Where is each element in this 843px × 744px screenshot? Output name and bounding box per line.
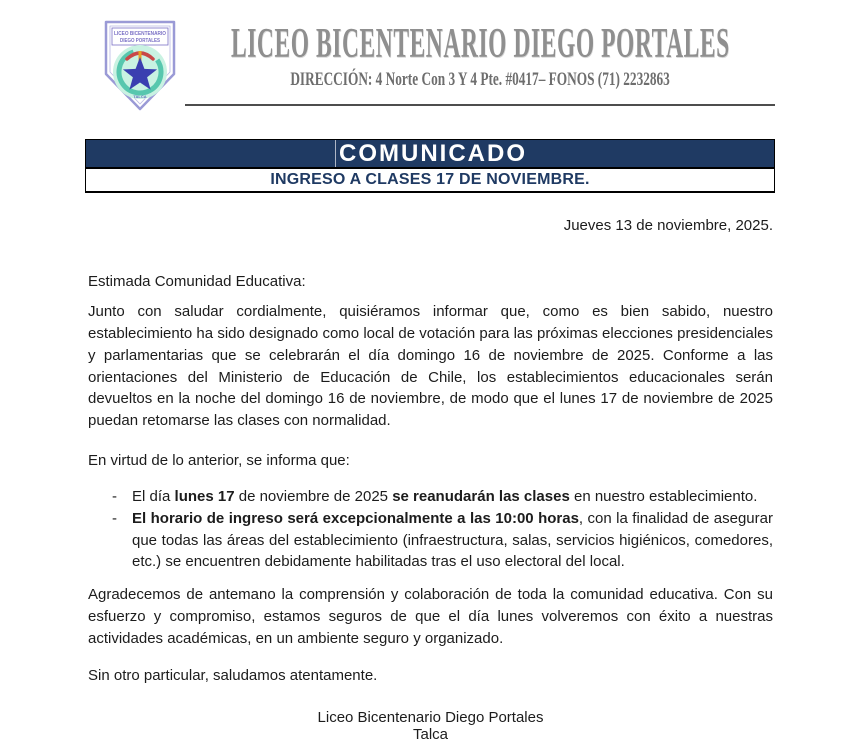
letterhead	[0, 0, 843, 113]
signature-school-name: Liceo Bicentenario Diego Portales	[317, 708, 544, 726]
crest-name-line1: LICEO BICENTENARIO	[114, 31, 167, 37]
school-crest-logo	[100, 18, 180, 113]
school-crest-icon	[100, 18, 180, 113]
letterhead-text-block	[185, 18, 775, 106]
comunicado-title: COMUNICADO	[339, 140, 527, 167]
bullet-list	[88, 486, 773, 573]
signature-block	[88, 709, 773, 744]
school-address-line: DIRECCIÓN: 4 Norte Con 3 Y 4 Pte. #0417– FONOS (71) 2232863	[290, 69, 670, 90]
school-name-title: LICEO BICENTENARIO DIEGO PORTALES	[230, 21, 730, 67]
letter-body	[88, 215, 773, 744]
comunicado-banner-row	[86, 140, 774, 169]
list-item	[88, 508, 773, 573]
banner-subtitle: INGRESO A CLASES 17 DE NOVIEMBRE.	[270, 171, 590, 188]
list-item	[88, 486, 773, 508]
banner-subtitle-row	[86, 169, 774, 191]
bullet-marker: -	[112, 488, 117, 506]
comunicado-banner-table	[85, 139, 775, 193]
date-line: Jueves 13 de noviembre, 2025.	[563, 217, 773, 234]
crest-bottom-text: TALCA	[133, 94, 147, 99]
closing-line: Sin otro particular, saludamos atentamente.	[88, 667, 378, 685]
banner-empty-cell	[86, 140, 336, 167]
bullet-marker: -	[112, 510, 117, 528]
paragraph-election-info: Junto con saludar cordialmente, quisiéramos informar que, como es bien sabido, nuestro establecimiento ha sido designado como local de votación para las próximas elecciones presidenciales y parlamentarias que se celebrarán el día domingo 16 de noviembre de 2025. Conforme a las orientaciones del Ministerio de Educación de Chile, los establecimientos educacionales serán devueltos en la noche del domingo 16 de noviembre, de modo que el lunes 17 de noviembre de 2025 puedan retomarse las clases con normalidad.	[88, 303, 773, 429]
bullet-text-entry-time: El horario de ingreso será excepcionalmente a las 10:00 horas, con la finalidad de asegurar que todas las áreas del establecimiento (infraestructura, salas, servicios higiénicos, comedores, etc.) se encuentren debidamente habilitadas tras el uso electoral del local.	[132, 510, 773, 571]
paragraph-thanks: Agradecemos de antemano la comprensión y colaboración de toda la comunidad educativa. Con su esfuerzo y compromiso, estamos seguros de que el día lunes volveremos con éxito a nuestras actividades académicas, en un ambiente seguro y organizado.	[88, 586, 773, 647]
crest-name-line2: DIEGO PORTALES	[120, 38, 161, 44]
bullet-text-resume-classes: El día lunes 17 de noviembre de 2025 se reanudarán las clases en nuestro establecimiento.	[132, 488, 758, 506]
signature-city: Talca	[412, 726, 449, 744]
paragraph-intro-list: En virtud de lo anterior, se informa que:	[88, 451, 350, 469]
salutation: Estimada Comunidad Educativa:	[88, 272, 306, 290]
